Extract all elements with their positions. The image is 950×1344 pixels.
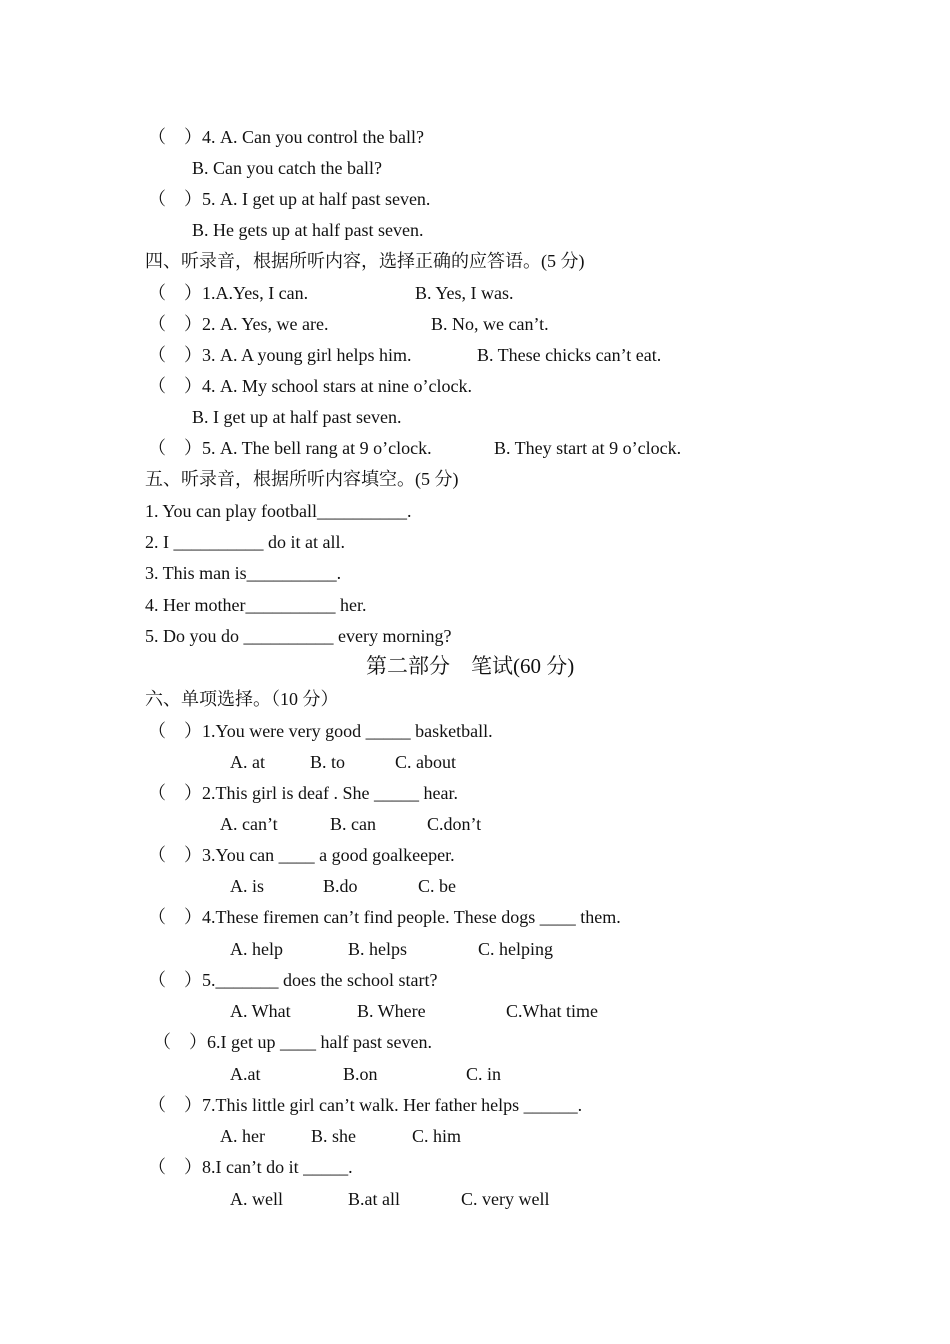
- option-b: B. Where: [357, 1001, 426, 1021]
- option-a: A. is: [230, 876, 265, 896]
- option-b: B. to: [310, 752, 346, 772]
- option-c: C.don’t: [427, 814, 482, 834]
- option-a: A. What: [230, 1001, 291, 1021]
- question-line: （ ）3.You can ____ a good goalkeeper.: [148, 845, 455, 865]
- question-line: （ ）8.I can’t do it _____.: [148, 1157, 353, 1177]
- option-b: B. Yes, I was.: [415, 283, 514, 303]
- option-line: B. Can you catch the ball?: [192, 158, 382, 178]
- option-c: C. about: [395, 752, 456, 772]
- question-line: （ ）1.A.Yes, I can.: [148, 283, 309, 303]
- section-heading: 五、听录音，根据所听内容填空。(5 分): [145, 469, 459, 489]
- option-b: B. No, we can’t.: [431, 314, 549, 334]
- option-b: B.on: [343, 1064, 378, 1084]
- fill-blank-line: 1. You can play football__________.: [145, 501, 412, 521]
- section-heading: 六、单项选择。（10 分）: [145, 689, 339, 709]
- option-c: C. very well: [461, 1189, 550, 1209]
- question-line: （ ）5. A. The bell rang at 9 o’clock.: [148, 438, 432, 458]
- option-line: B. I get up at half past seven.: [192, 407, 402, 427]
- question-line: （ ）3. A. A young girl helps him.: [148, 345, 412, 365]
- option-a: A.at: [230, 1064, 261, 1084]
- fill-blank-line: 4. Her mother__________ her.: [145, 595, 367, 615]
- option-c: C. helping: [478, 939, 553, 959]
- question-line: （ ）2.This girl is deaf . She _____ hear.: [148, 783, 458, 803]
- section-heading: 四、听录音，根据所听内容，选择正确的应答语。(5 分): [145, 251, 585, 271]
- option-a: A. her: [220, 1126, 265, 1146]
- option-b: B. These chicks can’t eat.: [477, 345, 662, 365]
- option-b: B.do: [323, 876, 358, 896]
- question-line: （ ）7.This little girl can’t walk. Her father helps ______.: [148, 1095, 583, 1115]
- option-a: A. well: [230, 1189, 283, 1209]
- option-line: B. He gets up at half past seven.: [192, 220, 424, 240]
- option-c: C. him: [412, 1126, 462, 1146]
- option-b: B. helps: [348, 939, 408, 959]
- fill-blank-line: 3. This man is__________.: [145, 563, 342, 583]
- question-line: （ ）6.I get up ____ half past seven.: [153, 1032, 432, 1052]
- part-title: 第二部分 笔试(60 分): [366, 654, 575, 678]
- question-line: （ ）4.These firemen can’t find people. These dogs ____ them.: [148, 907, 621, 927]
- option-c: C. be: [418, 876, 456, 896]
- option-b: B. she: [311, 1126, 356, 1146]
- option-a: A. help: [230, 939, 283, 959]
- question-line: （ ）5._______ does the school start?: [148, 970, 438, 990]
- option-a: A. at: [230, 752, 265, 772]
- option-b: B. can: [330, 814, 376, 834]
- option-a: A. can’t: [220, 814, 278, 834]
- option-b: B.at all: [348, 1189, 400, 1209]
- option-c: C.What time: [506, 1001, 598, 1021]
- question-line: （ ）4. A. Can you control the ball?: [148, 127, 424, 147]
- fill-blank-line: 2. I __________ do it at all.: [145, 532, 345, 552]
- fill-blank-line: 5. Do you do __________ every morning?: [145, 626, 452, 646]
- option-b: B. They start at 9 o’clock.: [494, 438, 682, 458]
- question-line: （ ）4. A. My school stars at nine o’clock.: [148, 376, 472, 396]
- question-line: （ ）1.You were very good _____ basketball.: [148, 721, 493, 741]
- option-c: C. in: [466, 1064, 502, 1084]
- question-line: （ ）2. A. Yes, we are.: [148, 314, 329, 334]
- question-line: （ ）5. A. I get up at half past seven.: [148, 189, 431, 209]
